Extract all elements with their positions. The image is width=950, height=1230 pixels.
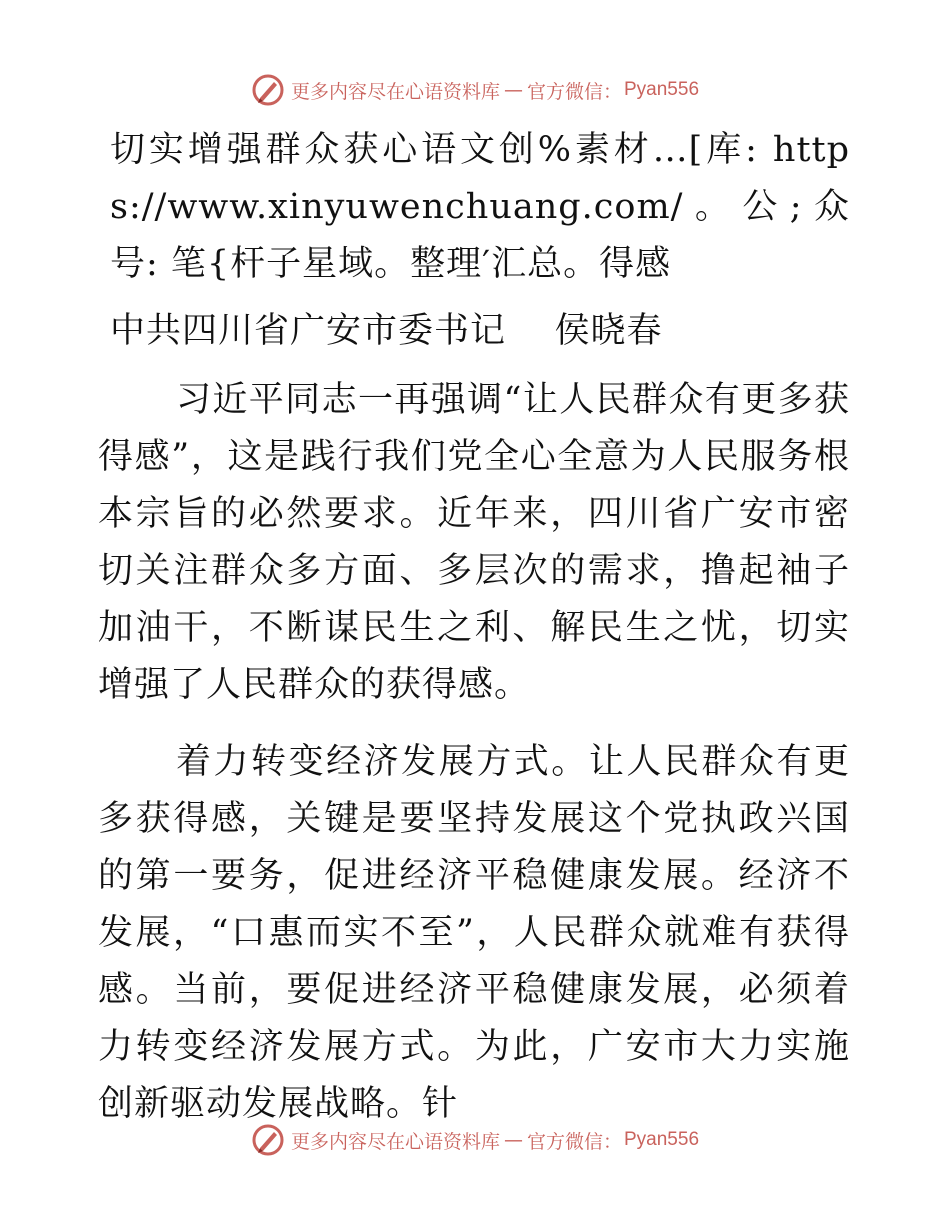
header-text: 切实增强群众获心语文创%素材…[库: https://www.xinyuwenchuang.com/。公;众号: 笔{杆子星域。整理′汇总。得感: [110, 130, 850, 284]
banner-handle: Pyan556: [624, 1129, 700, 1150]
banner-dash: —: [503, 79, 523, 101]
banner-text: 更多内容尽在心语资料库: [290, 1130, 500, 1153]
byline: 中共四川省广安市委书记 侯晓春: [110, 311, 663, 351]
pen-logo-icon: [251, 1123, 285, 1157]
watermark-banner-bottom: [0, 1120, 950, 1160]
document-page: [98, 122, 850, 1133]
pen-logo-icon: [251, 73, 285, 107]
banner-dash: —: [503, 1129, 523, 1151]
paragraph-1: 习近平同志一再强调“让人民群众有更多获得感”，这是践行我们党全心全意为人民服务根本宗旨的必然要求。近年来，四川省广安市密切关注群众多方面、多层次的需求，撸起袖子加油干，不断谋民生之利、解民生之忧，切实增强了人民群众的获得感。: [98, 380, 850, 705]
paragraph-2: 着力转变经济发展方式。让人民群众有更多获得感，关键是要坚持发展这个党执政兴国的第一要务，促进经济平稳健康发展。经济不发展，“口惠而实不至”，人民群众就难有获得感。当前，要促进经济平稳健康发展，必须着力转变经济发展方式。为此，广安市大力实施创新驱动发展战略。针: [98, 742, 850, 1124]
watermark-banner-top: [0, 70, 950, 110]
banner-text: 更多内容尽在心语资料库: [290, 80, 500, 103]
banner-label: 官方微信：: [526, 80, 622, 103]
banner-label: 官方微信：: [526, 1130, 622, 1153]
banner-handle: Pyan556: [624, 79, 700, 100]
